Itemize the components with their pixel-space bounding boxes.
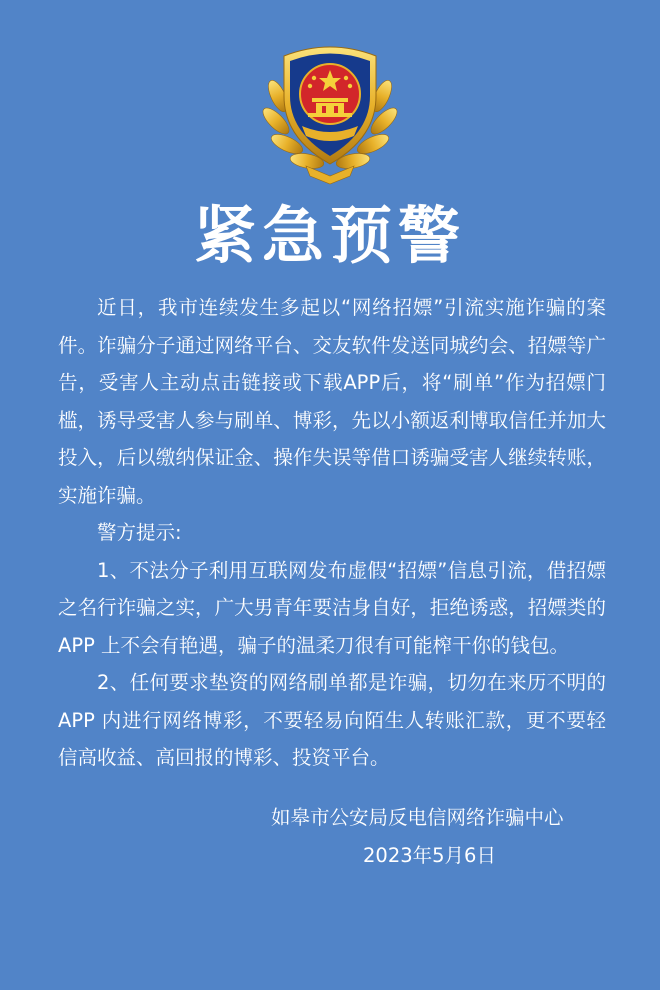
notice-body [58,289,606,777]
intro-paragraph: 近日，我市连续发生多起以“网络招嫖”引流实施诈骗的案件。诈骗分子通过网络平台、交友软件发送同城约会、招嫖等广告，受害人主动点击链接或下载APP后，将“刷单”作为招嫖门槛，诱导受害人参与刷单、博彩，先以小额返利博取信任并加大投入，后以缴纳保证金、操作失误等借口诱骗受害人继续转账，实施诈骗。 [58,296,606,507]
signature-organization: 如皋市公安局反电信网络诈骗中心 [271,806,564,829]
tip-2-paragraph: 2、任何要求垫资的网络刷单都是诈骗，切勿在来历不明的 APP 内进行网络博彩，不要轻易向陌生人转账汇款，更不要轻信高收益、高回报的博彩、投资平台。 [58,671,606,769]
tips-heading: 警方提示: [97,521,182,544]
police-emblem-icon [250,26,410,186]
page-title: 紧急预警 [193,199,466,272]
signature-date: 2023年5月6日 [363,844,496,867]
tip-1-paragraph: 1、不法分子利用互联网发布虚假“招嫖”信息引流，借招嫖之名行诈骗之实，广大男青年要洁身自好，拒绝诱惑，招嫖类的 APP 上不会有艳遇，骗子的温柔刀很有可能榨干你的钱包。 [58,558,606,657]
